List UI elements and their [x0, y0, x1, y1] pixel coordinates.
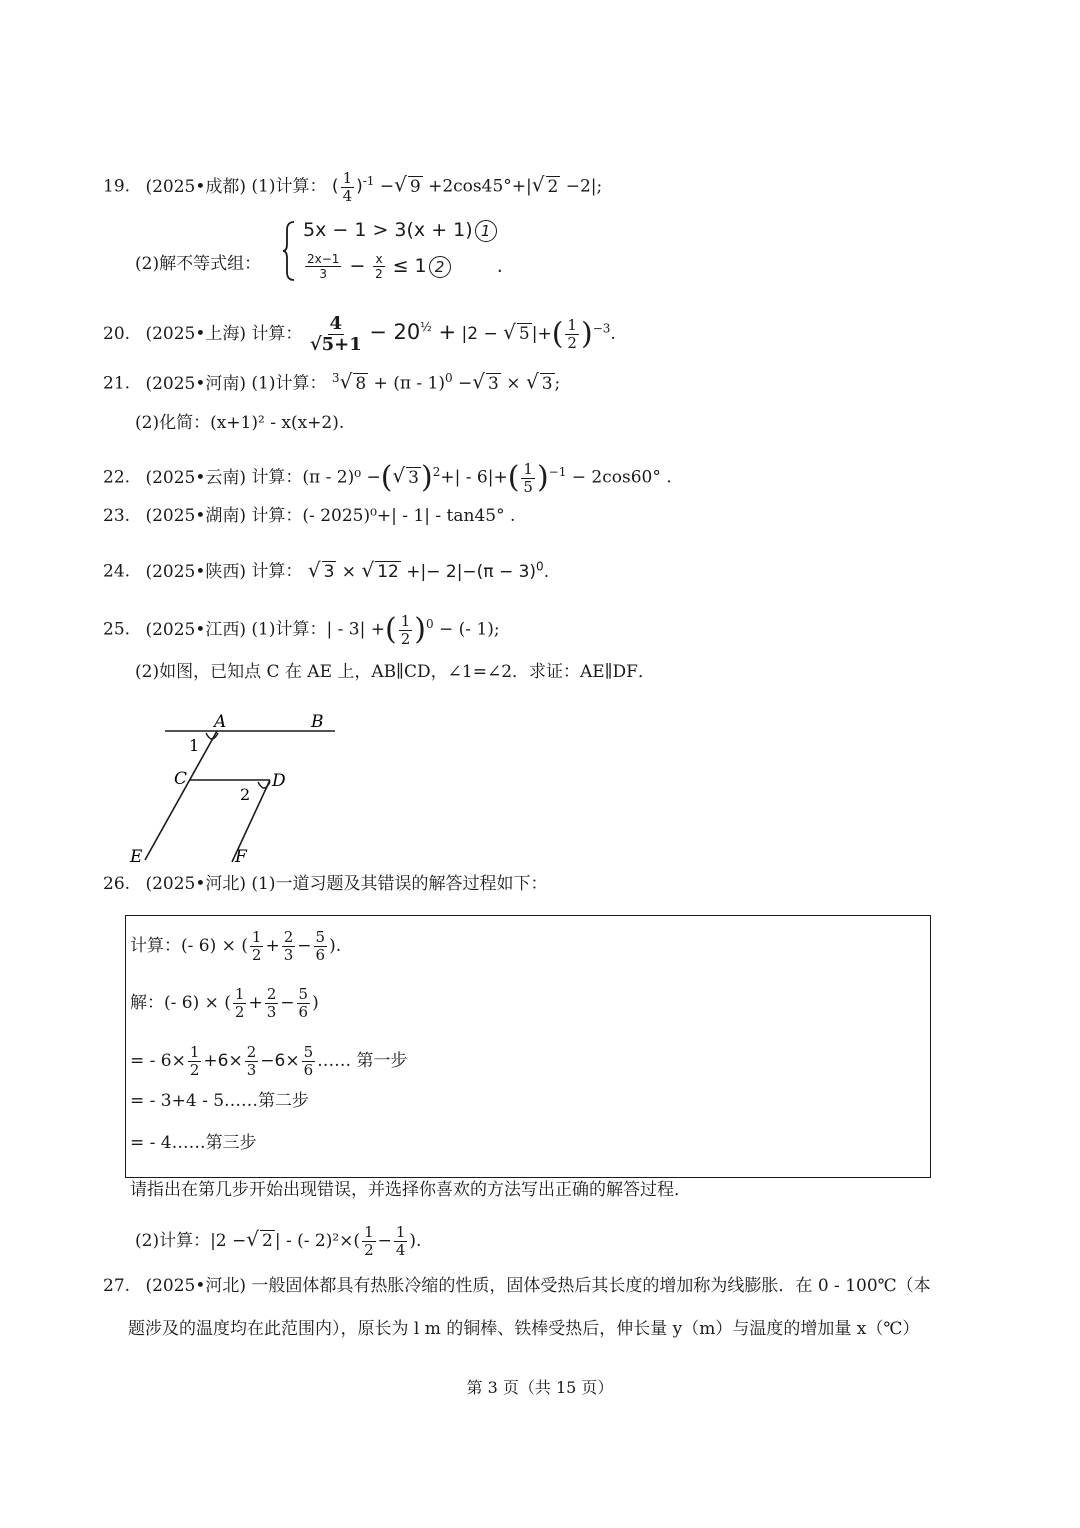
q26-line2: (2)计算：|2 −√ 2 | - (- 2)²×( $\frac{1}{2}$ − $\frac{1}{4}$ ).: [135, 1223, 422, 1259]
circled-number: 1: [475, 220, 497, 242]
question-source: (2025•河北): [145, 1276, 247, 1296]
label-e: E: [130, 847, 143, 867]
circled-number: 2: [429, 256, 451, 278]
q25-line2: (2)如图，已知点 C 在 AE 上，AB∥CD，∠1=∠2．求证：AE∥DF．: [135, 662, 655, 682]
question-source: (2025•河南): [145, 373, 247, 394]
question-source: (2025•河北): [145, 874, 247, 894]
question-number: 25.: [103, 619, 131, 640]
question-source: (2025•成都): [145, 176, 247, 197]
label-c: C: [174, 769, 188, 789]
question-source: (2025•陕西): [145, 561, 247, 582]
question-number: 23.: [103, 506, 131, 526]
question-source: (2025•上海): [145, 324, 247, 344]
q20-line: 20. (2025•上海) 计算： $\frac{4}{√5+1}$ − $20^{\frac{1}{2}} + |2$ − √ 5 |+( $\frac{1}{2}$ )$^{-3}$.: [103, 313, 616, 355]
question-number: 24.: [103, 561, 131, 582]
q23-line: 23. (2025•湖南) 计算：(- 2025)⁰+| - 1| - tan45° .: [103, 506, 516, 526]
question-number: 27.: [103, 1276, 131, 1296]
q27-line2: 题涉及的温度均在此范围内），原长为 l m 的铜棒、铁棒受热后，伸长量 y（m）与温度的增加量 x（℃）: [128, 1319, 920, 1339]
page-footer: 第 3 页（共 15 页）: [466, 1378, 614, 1397]
box-line5: = - 4……第三步: [130, 1133, 257, 1153]
q19-line1: 19. (2025•成都) (1)计算： ( $\frac{1}{4}$ )$^{-1}$ −√ 9 +2cos45°+|√ 2 −2|;: [103, 168, 603, 205]
q19-line2: (2)解不等式组：: [135, 254, 262, 274]
label-2: 2: [240, 785, 251, 804]
inequality-1: 5x − 1 > 3(x + 1) 1: [303, 219, 497, 242]
q22-line: 22. (2025•云南) 计算：(π - 2)⁰ −(√ 3)$^2$+| - 6|+( $\frac{1}{5}$ )$^{-1}$ − 2cos60° .: [103, 459, 672, 496]
line-ae: [145, 731, 217, 860]
question-source: (2025•湖南): [145, 506, 247, 526]
label-f: F: [235, 847, 247, 867]
question-source: (2025•云南): [145, 467, 247, 488]
q21-line1: 21. (2025•河南) (1)计算： $^3$√ 8 + (π - 1)$^0$ −√ 3 × √ 3 ;: [103, 369, 561, 394]
question-source: (2025•江西): [145, 619, 247, 640]
geometry-figure: [120, 705, 350, 870]
q25-line1: 25. (2025•江西) (1)计算：| - 3| +( $\frac{1}{2}$ )$^0$ − (- 1);: [103, 611, 500, 648]
question-number: 21.: [103, 373, 131, 394]
question-number: 22.: [103, 467, 131, 488]
label-b: B: [311, 712, 324, 732]
q26-line1: 26. (2025•河北) (1)一道习题及其错误的解答过程如下：: [103, 874, 548, 894]
q26-note: 请指出在第几步开始出现错误，并选择你喜欢的方法写出正确的解答过程．: [130, 1180, 691, 1200]
q24-line: 24. (2025•陕西) 计算： √ 3 × √ 12 +|− $2|-(\pi - 3)^0$.: [103, 557, 550, 582]
q27-line1: 27. (2025•河北) 一般固体都具有热胀冷缩的性质，固体受热后其长度的增加称为线膨胀．在 0 - 100℃（本: [103, 1276, 931, 1296]
inequality-2: $\frac{2x-1}{3}$ − $\frac{x}{2}$ ≤ 1 2 .: [307, 252, 503, 281]
brace-icon: [282, 220, 296, 282]
label-a: A: [214, 712, 227, 732]
box-line3: = - 6× $\frac{1}{2}$ +6× $\frac{2}{3}$ −6× $\frac{5}{6}$ …… 第一步: [130, 1043, 408, 1079]
label-d: D: [272, 771, 286, 791]
box-line1: 计算：(- 6) × ( $\frac{1}{2}$ + $\frac{2}{3}$ − $\frac{5}{6}$ ).: [130, 928, 342, 964]
label-1: 1: [189, 736, 200, 755]
question-number: 19.: [103, 176, 131, 197]
q21-line2: (2)化简：(x+1)² - x(x+2).: [135, 413, 345, 433]
question-number: 26.: [103, 874, 131, 894]
box-line4: = - 3+4 - 5……第二步: [130, 1091, 310, 1111]
box-line2: 解：(- 6) × ( $\frac{1}{2}$ + $\frac{2}{3}$ − $\frac{5}{6}$ ): [130, 985, 319, 1021]
question-number: 20.: [103, 324, 131, 344]
